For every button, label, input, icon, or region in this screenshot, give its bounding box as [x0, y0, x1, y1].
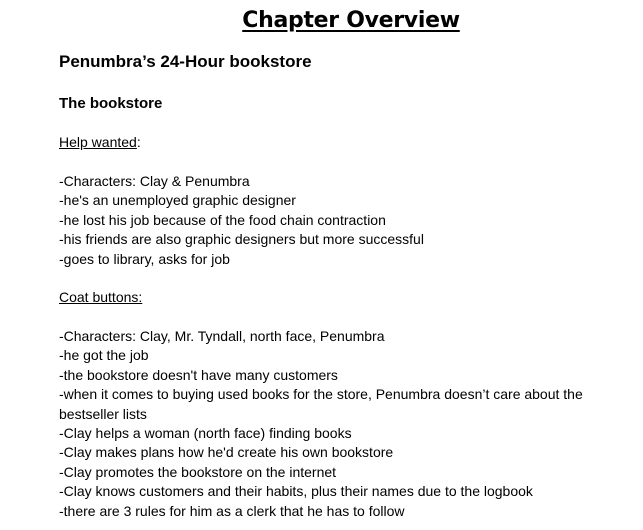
list-item: -when it comes to buying used books for the store, Penumbra doesn’t care about the bestseller lists [59, 386, 583, 422]
list-item: -Clay makes plans how he'd create his own bookstore [59, 444, 394, 461]
section-title: The bookstore [59, 95, 163, 112]
list-item: -his friends are also graphic designers but more successful [59, 231, 424, 248]
list-item: -Clay helps a woman (north face) finding books [59, 425, 352, 442]
list-item: -Characters: Clay & Penumbra [59, 173, 250, 189]
subsection-heading-text: Help wanted [59, 134, 137, 150]
subsection-heading-coat-buttons [59, 288, 142, 307]
list-item: -Clay promotes the bookstore on the internet [59, 463, 337, 480]
list-item: -he lost his job because of the food chain contraction [59, 211, 386, 228]
list-item: -Clay knows customers and their habits, plus their names due to the logbook [59, 483, 533, 500]
list-item: -there are 3 rules for him as a clerk that he has to follow [59, 502, 405, 519]
bullet-list-coat-buttons [59, 327, 619, 521]
list-item: -the bookstore doesn't have many customers [59, 366, 338, 383]
bullet-list-help-wanted [59, 172, 424, 269]
list-item: -Characters: Clay, Mr. Tyndall, north face, Penumbra [59, 328, 385, 344]
subsection-heading-text: Coat buttons: [59, 289, 143, 305]
list-item: -goes to library, asks for job [59, 250, 230, 267]
chapter-title: Chapter Overview [242, 8, 460, 33]
list-item: -he got the job [59, 347, 149, 364]
list-item: -he's an unemployed graphic designer [59, 192, 296, 209]
subsection-heading-help-wanted [59, 133, 141, 152]
subsection-heading-suffix: : [136, 134, 141, 150]
book-title: Penumbra’s 24-Hour bookstore [59, 52, 312, 71]
